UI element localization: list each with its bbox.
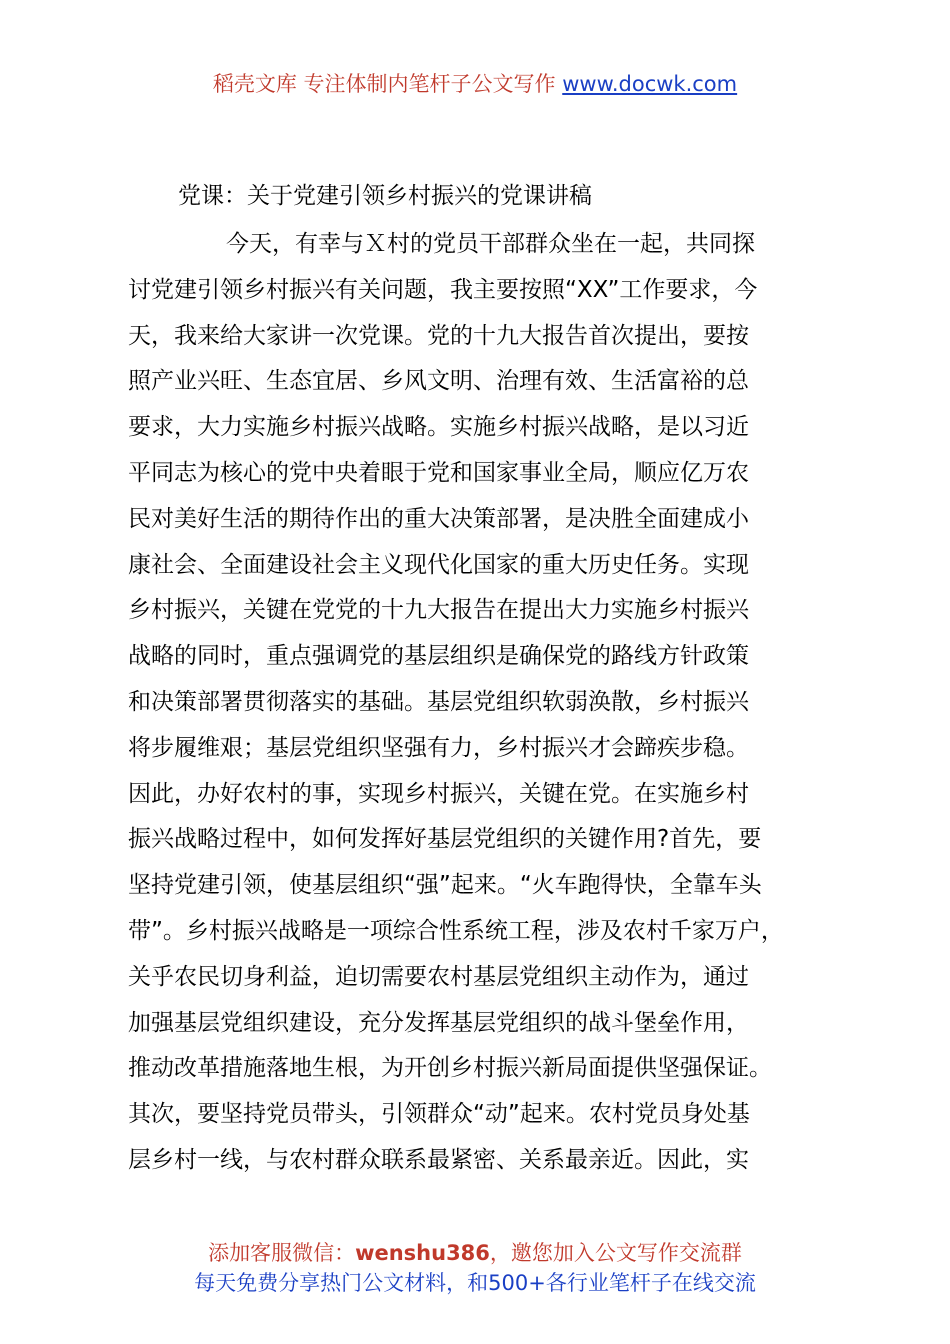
body-line: 要求，大力实施乡村振兴战略。实施乡村振兴战略，是以习近 [128, 414, 749, 441]
footer-contact-suffix: ，邀您加入公文写作交流群 [489, 1241, 742, 1265]
body-line: 推动改革措施落地生根，为开创乡村振兴新局面提供坚强保证。 [128, 1055, 772, 1082]
body-line: 和决策部署贯彻落实的基础。基层党组织软弱涣散，乡村振兴 [128, 688, 749, 715]
body-line: 坚持党建引领，使基层组织“强”起来。“火车跑得快，全靠车头 [128, 872, 762, 899]
page-footer [0, 1238, 950, 1298]
body-line: 其次，要坚持党员带头，引领群众“动”起来。农村党员身处基 [128, 1101, 750, 1128]
body-line: 带”。乡村振兴战略是一项综合性系统工程，涉及农村千家万户， [128, 917, 784, 944]
body-line: 平同志为核心的党中央着眼于党和国家事业全局，顺应亿万农 [128, 459, 749, 486]
header-url-link[interactable]: www.docwk.com [562, 72, 738, 96]
footer-promo-line: 每天免费分享热门公文材料，和500+各行业笔杆子在线交流 [194, 1271, 756, 1295]
body-line: 关乎农民切身利益，迫切需要农村基层党组织主动作为，通过 [128, 963, 749, 990]
body-line: 加强基层党组织建设，充分发挥基层党组织的战斗堡垒作用， [128, 1009, 749, 1036]
body-line: 战略的同时，重点强调党的基层组织是确保党的路线方针政策 [128, 643, 749, 670]
body-line: 层乡村一线，与农村群众联系最紧密、关系最亲近。因此，实 [128, 1146, 749, 1173]
page-header [0, 68, 950, 100]
footer-wechat-id: wenshu386 [355, 1241, 490, 1265]
body-line: 乡村振兴，关键在党党的十九大报告在提出大力实施乡村振兴 [128, 597, 749, 624]
body-line: 康社会、全面建设社会主义现代化国家的重大历史任务。实现 [128, 551, 749, 578]
body-line: 照产业兴旺、生态宜居、乡风文明、治理有效、生活富裕的总 [128, 368, 749, 395]
body-line: 将步履维艰；基层党组织坚强有力，乡村振兴才会蹄疾步稳。 [128, 734, 749, 761]
body-line: 民对美好生活的期待作出的重大决策部署，是决胜全面建成小 [128, 505, 749, 532]
body-line: 因此，办好农村的事，实现乡村振兴，关键在党。在实施乡村 [128, 780, 749, 807]
document-body [128, 222, 828, 1184]
body-line: 振兴战略过程中，如何发挥好基层党组织的关键作用?首先，要 [128, 826, 762, 853]
footer-contact-line [0, 1238, 950, 1268]
body-line: 今天，有幸与Ｘ村的党员干部群众坐在一起，共同探 [226, 231, 755, 257]
footer-contact-prefix: 添加客服微信： [208, 1241, 356, 1265]
document-title: 党课：关于党建引领乡村振兴的党课讲稿 [178, 183, 592, 209]
body-line: 讨党建引领乡村振兴有关问题，我主要按照“XX”工作要求，今 [128, 276, 758, 303]
body-line: 天，我来给大家讲一次党课。党的十九大报告首次提出，要按 [128, 322, 749, 349]
header-brand-text: 稻壳文库 专注体制内笔杆子公文写作 [212, 72, 556, 96]
